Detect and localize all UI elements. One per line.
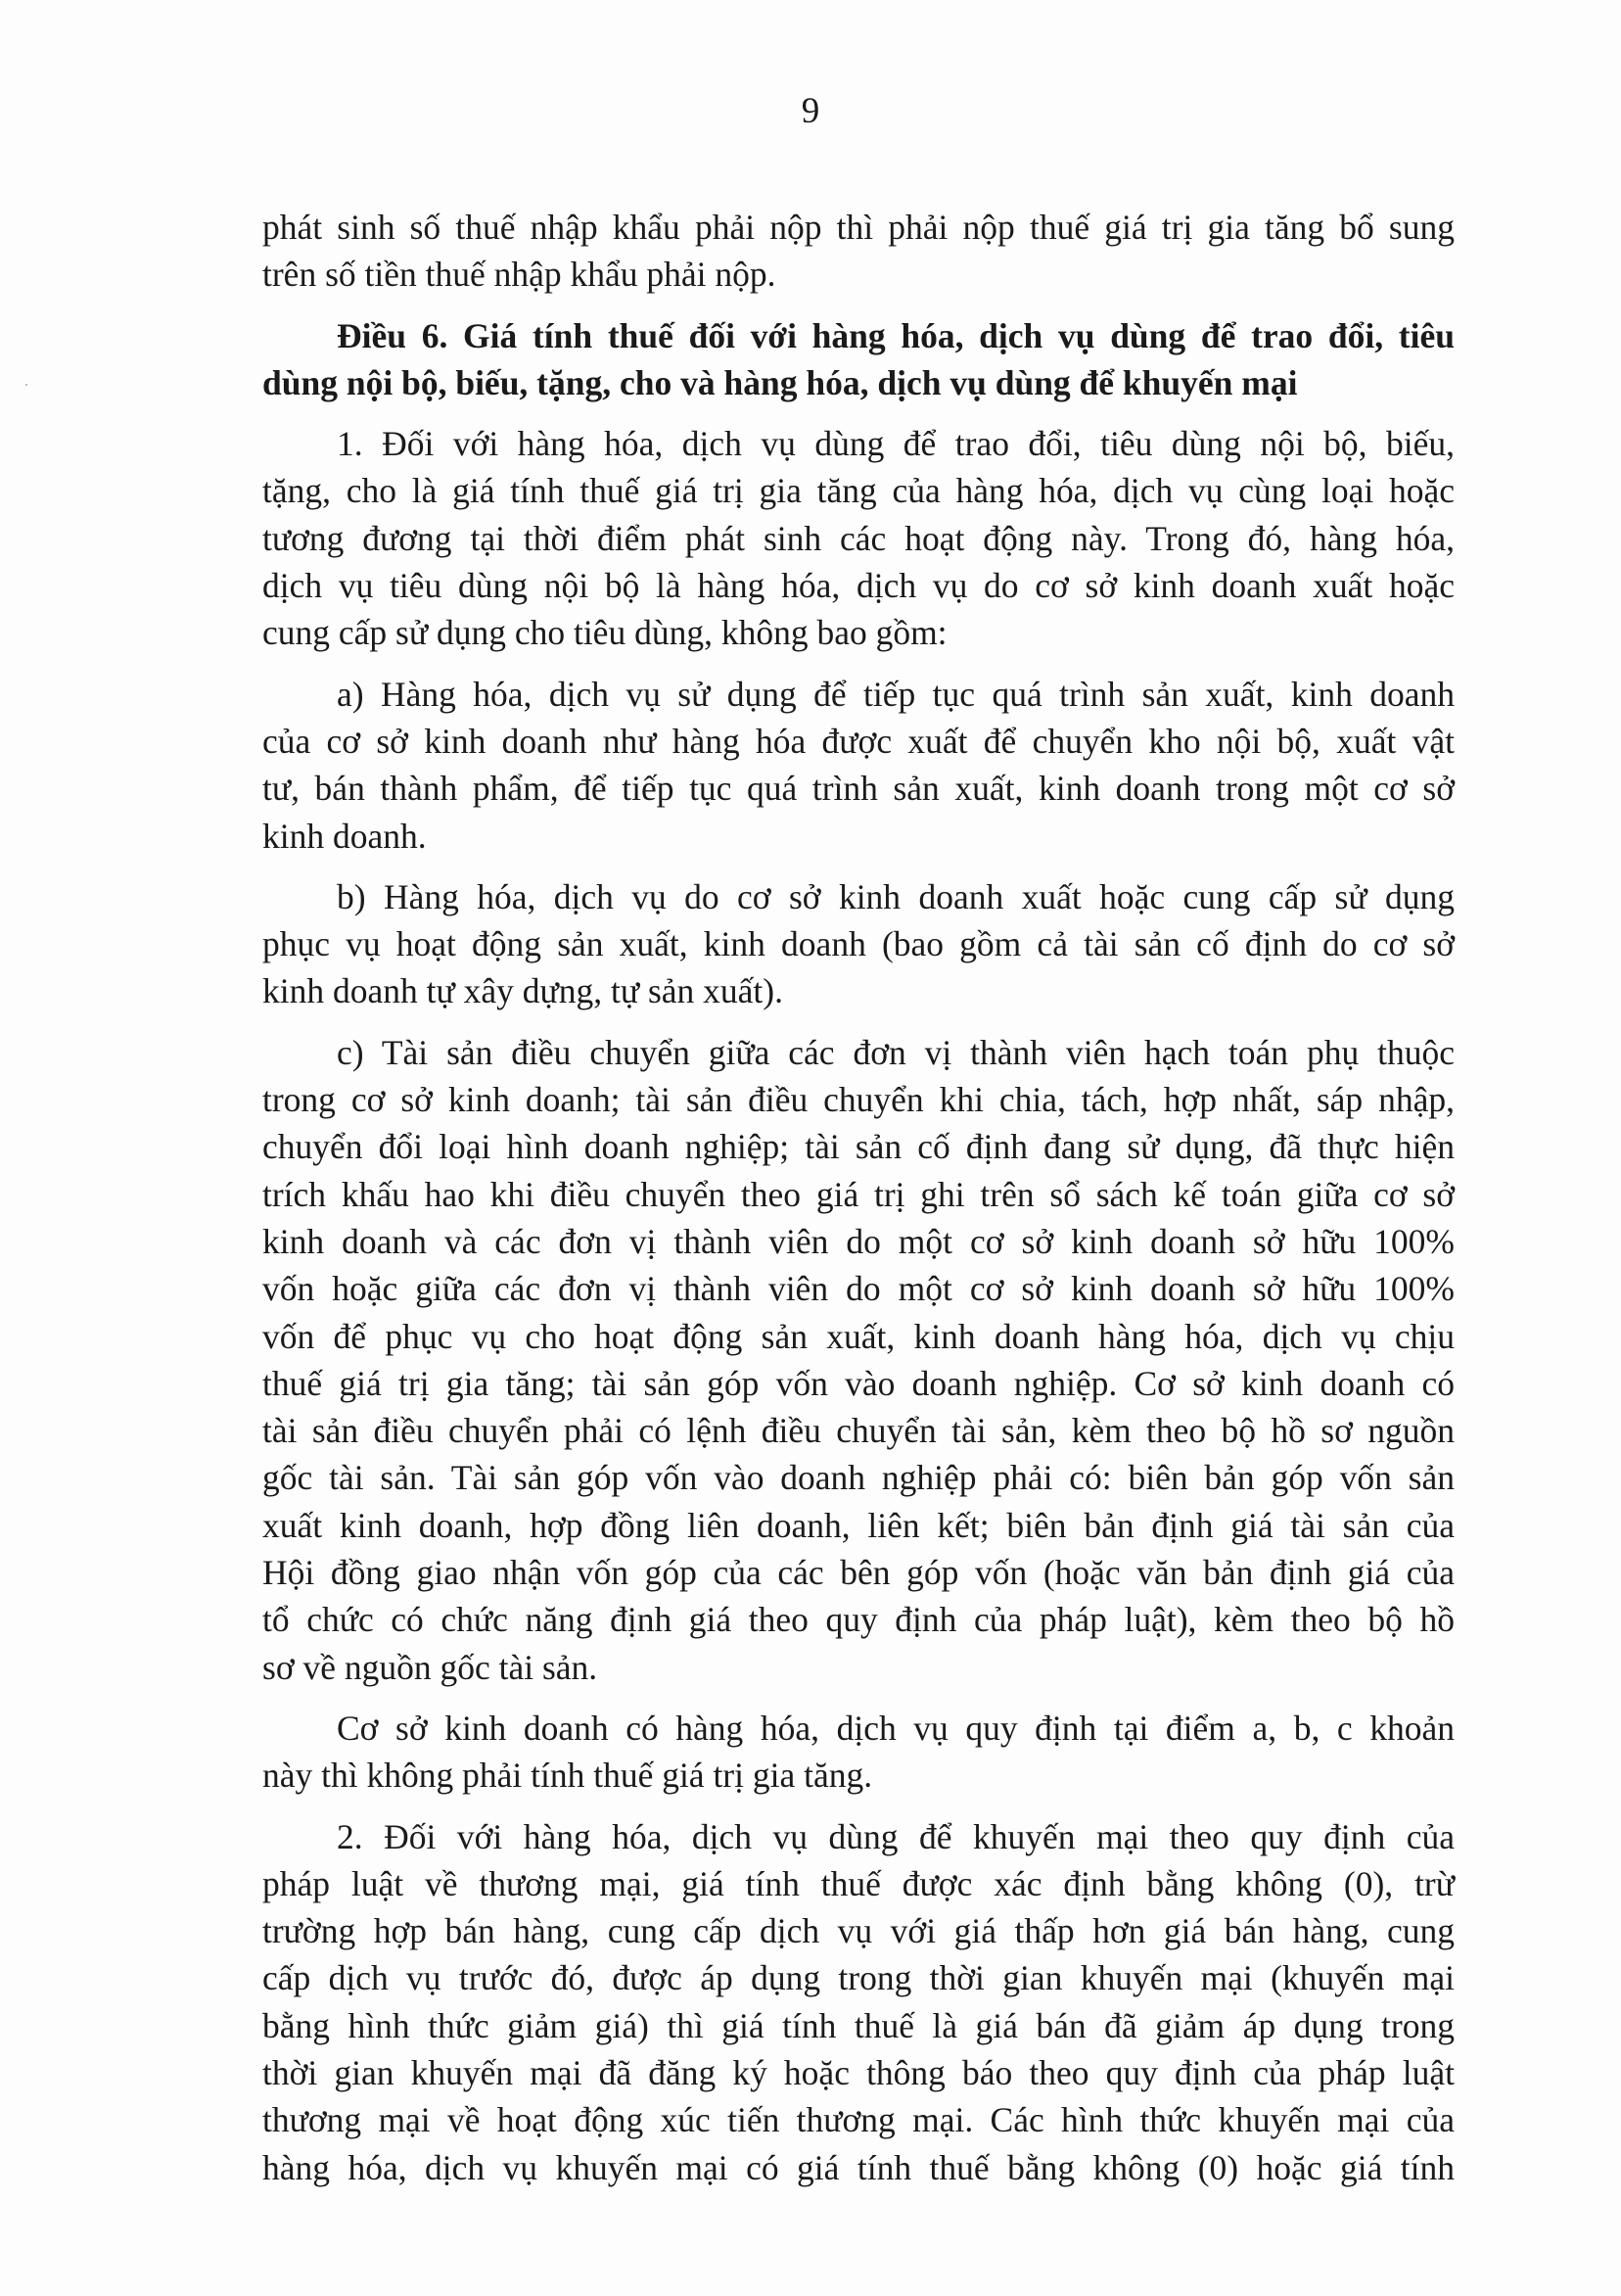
text-line: tương đương tại thời điểm phát sinh các hoạt động này. Trong đó, hàng hóa, — [262, 518, 1455, 558]
text-line: tư, bán thành phẩm, để tiếp tục quá trình sản xuất, kinh doanh trong một cơ sở — [262, 769, 1455, 809]
page-number: 9 — [801, 91, 820, 131]
text-line: thương mại về hoạt động xúc tiến thương mại. Các hình thức khuyến mại của — [262, 2100, 1455, 2140]
text-line: kinh doanh tự xây dựng, tự sản xuất). — [262, 971, 783, 1011]
text-line: của cơ sở kinh doanh như hàng hóa được xuất để chuyển kho nội bộ, xuất vật — [262, 721, 1455, 761]
text-line: thuế giá trị gia tăng; tài sản góp vốn vào doanh nghiệp. Cơ sở kinh doanh có — [262, 1363, 1455, 1403]
text-line: sơ về nguồn gốc tài sản. — [262, 1647, 598, 1687]
text-line: tổ chức có chức năng định giá theo quy định của pháp luật), kèm theo bộ hồ — [262, 1600, 1455, 1640]
text-line: pháp luật về thương mại, giá tính thuế được xác định bằng không (0), trừ — [262, 1863, 1455, 1903]
document-body — [262, 204, 1455, 2205]
text-line: cấp dịch vụ trước đó, được áp dụng trong thời gian khuyến mại (khuyến mại — [262, 1958, 1455, 1998]
heading-line: dùng nội bộ, biếu, tặng, cho và hàng hóa, dịch vụ dùng để khuyến mại — [262, 362, 1298, 402]
text-line: trên số tiền thuế nhập khẩu phải nộp. — [262, 255, 776, 295]
text-line: tài sản điều chuyển phải có lệnh điều chuyển tài sản, kèm theo bộ hồ sơ nguồn — [262, 1411, 1455, 1451]
heading-line: Điều 6. Giá tính thuế đối với hàng hóa, dịch vụ dùng để trao đổi, tiêu — [337, 315, 1455, 355]
point-a-paragraph — [262, 671, 1455, 860]
text-line: vốn hoặc giữa các đơn vị thành viên do một cơ sở kinh doanh sở hữu 100% — [262, 1269, 1455, 1309]
text-line: b) Hàng hóa, dịch vụ do cơ sở kinh doanh xuất hoặc cung cấp sử dụng — [337, 876, 1455, 916]
text-line: hàng hóa, dịch vụ khuyến mại có giá tính thuế bằng không (0) hoặc giá tính — [262, 2147, 1455, 2187]
text-line: 2. Đối với hàng hóa, dịch vụ dùng để khuyến mại theo quy định của — [337, 1816, 1455, 1856]
text-line: thời gian khuyến mại đã đăng ký hoặc thông báo theo quy định của pháp luật — [262, 2052, 1455, 2092]
text-line: trường hợp bán hàng, cung cấp dịch vụ với giá thấp hơn giá bán hàng, cung — [262, 1911, 1455, 1951]
text-line: cung cấp sử dụng cho tiêu dùng, không bao gồm: — [262, 613, 948, 653]
text-line: chuyển đổi loại hình doanh nghiệp; tài sản cố định đang sử dụng, đã thực hiện — [262, 1127, 1455, 1167]
text-line: dịch vụ tiêu dùng nội bộ là hàng hóa, dịch vụ do cơ sở kinh doanh xuất hoặc — [262, 566, 1455, 606]
text-line: Hội đồng giao nhận vốn góp của các bên góp vốn (hoặc văn bản định giá của — [262, 1553, 1455, 1593]
text-line: phát sinh số thuế nhập khẩu phải nộp thì phải nộp thuế giá trị gia tăng bổ sung — [262, 208, 1455, 247]
clause-1-paragraph — [262, 420, 1455, 656]
text-line: Cơ sở kinh doanh có hàng hóa, dịch vụ quy định tại điểm a, b, c khoản — [337, 1708, 1455, 1748]
exemption-paragraph — [262, 1705, 1455, 1800]
continuation-paragraph — [262, 204, 1455, 299]
text-line: bằng hình thức giảm giá) thì giá tính thuế là giá bán đã giảm áp dụng trong — [262, 2005, 1455, 2045]
text-line: kinh doanh và các đơn vị thành viên do một cơ sở kinh doanh sở hữu 100% — [262, 1221, 1455, 1261]
text-line: trích khấu hao khi điều chuyển theo giá trị ghi trên sổ sách kế toán giữa cơ sở — [262, 1174, 1455, 1214]
text-line: kinh doanh. — [262, 816, 427, 856]
text-line: a) Hàng hóa, dịch vụ sử dụng để tiếp tục quá trình sản xuất, kinh doanh — [337, 674, 1455, 714]
clause-2-paragraph — [262, 1813, 1455, 2191]
point-c-paragraph — [262, 1029, 1455, 1691]
point-b-paragraph — [262, 873, 1455, 1015]
text-line: xuất kinh doanh, hợp đồng liên doanh, liên kết; biên bản định giá tài sản của — [262, 1505, 1455, 1545]
scan-speck — [25, 384, 27, 386]
text-line: gốc tài sản. Tài sản góp vốn vào doanh nghiệp phải có: biên bản góp vốn sản — [262, 1458, 1455, 1498]
text-line: 1. Đối với hàng hóa, dịch vụ dùng để trao đổi, tiêu dùng nội bộ, biếu, — [337, 424, 1455, 464]
text-line: phục vụ hoạt động sản xuất, kinh doanh (bao gồm cả tài sản cố định do cơ sở — [262, 924, 1455, 964]
text-line: trong cơ sở kinh doanh; tài sản điều chuyển khi chia, tách, hợp nhất, sáp nhập, — [262, 1080, 1455, 1120]
text-line: này thì không phải tính thuế giá trị gia tăng. — [262, 1756, 873, 1796]
text-line: vốn để phục vụ cho hoạt động sản xuất, kinh doanh hàng hóa, dịch vụ chịu — [262, 1316, 1455, 1356]
text-line: c) Tài sản điều chuyển giữa các đơn vị thành viên hạch toán phụ thuộc — [337, 1032, 1455, 1072]
text-line: tặng, cho là giá tính thuế giá trị gia tăng của hàng hóa, dịch vụ cùng loại hoặc — [262, 471, 1455, 511]
article-6-heading — [262, 312, 1455, 407]
